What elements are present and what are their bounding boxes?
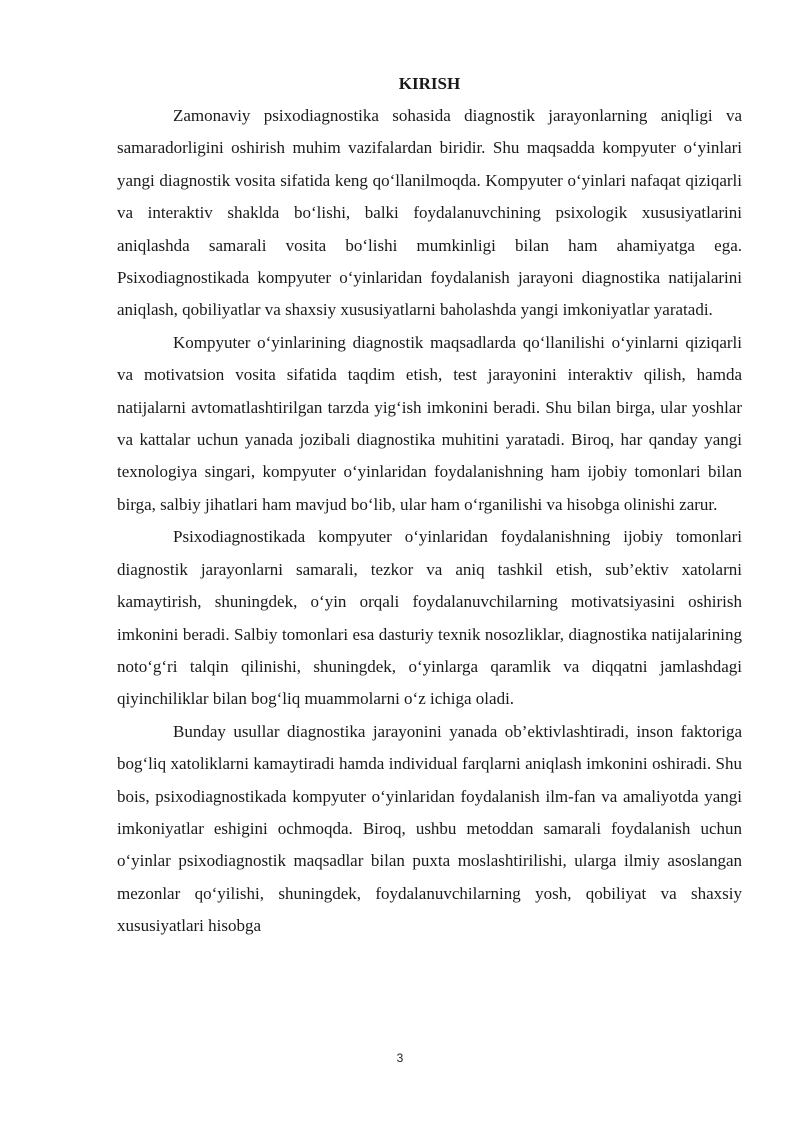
paragraph-1: Zamonaviy psixodiagnostika sohasida diagnostik jarayonlarning aniqligi va samaradorligini oshirish muhim vazifalardan biridir. Shu maqsadda kompyuter o‘yinlari yangi diagnostik vosita sifatida keng qo‘llanilmoqda. Kompyuter o‘yinlari nafaqat qiziqarli va interaktiv shaklda bo‘lishi, balki foydalanuvchining psixologik xususiyatlarini aniqlashda samarali vosita bo‘lishi mumkinligi bilan ham ahamiyatga ega. Psixodiagnostikada kompyuter o‘yinlaridan foydalanish jarayoni diagnostika natijalarini aniqlash, qobiliyatlar va shaxsiy xususiyatlarni baholashda yangi imkoniyatlar yaratadi. [117,106,742,320]
paragraph-4: Bunday usullar diagnostika jarayonini yanada ob’ektivlashtiradi, inson faktoriga bog‘liq xatoliklarni kamaytiradi hamda individual farqlarni aniqlash imkonini oshiradi. Shu bois, psixodiagnostikada kompyuter o‘yinlaridan foydalanish ilm-fan va amaliyotda yangi imkoniyatlar eshigini ochmoqda. Biroq, ushbu metoddan samarali foydalanish uchun o‘yinlar psixodiagnostik maqsadlar bilan puxta moslashtirilishi, ularga ilmiy asoslangan mezonlar qo‘yilishi, shuningdek, foydalanuvchilarning yosh, qobiliyat va shaxsiy xususiyatlari hisobga [117,721,742,936]
document-page [117,72,742,943]
page-number: 3 [396,1051,404,1065]
paragraph-3: Psixodiagnostikada kompyuter o‘yinlaridan foydalanishning ijobiy tomonlari diagnostik jarayonlarni samarali, tezkor va aniq tashkil etish, sub’ektiv xatolarni kamaytirish, shuningdek, o‘yin orqali foydalanuvchilarning motivatsiyasini oshirish imkonini beradi. Salbiy tomonlari esa dasturiy texnik nosozliklar, diagnostika natijalarining noto‘g‘ri talqin qilinishi, shuningdek, o‘yinlarga qaramlik va diqqatni jamlashdagi qiyinchiliklar bilan bog‘liq muammolarni o‘z ichiga oladi. [117,527,742,709]
section-title: KIRISH [398,74,461,93]
paragraph-2: Kompyuter o‘yinlarining diagnostik maqsadlarda qo‘llanilishi o‘yinlarni qiziqarli va motivatsion vosita sifatida taqdim etish, test jarayonini interaktiv qilish, hamda natijalarni avtomatlashtirilgan tarzda yig‘ish imkonini beradi. Shu bilan birga, ular yoshlar va kattalar uchun yanada jozibali diagnostika muhitini yaratadi. Biroq, har qanday yangi texnologiya singari, kompyuter o‘yinlaridan foydalanishning ham ijobiy tomonlari bilan birga, salbiy jihatlari ham mavjud bo‘lib, ular ham o‘rganilishi va hisobga olinishi zarur. [117,332,742,514]
